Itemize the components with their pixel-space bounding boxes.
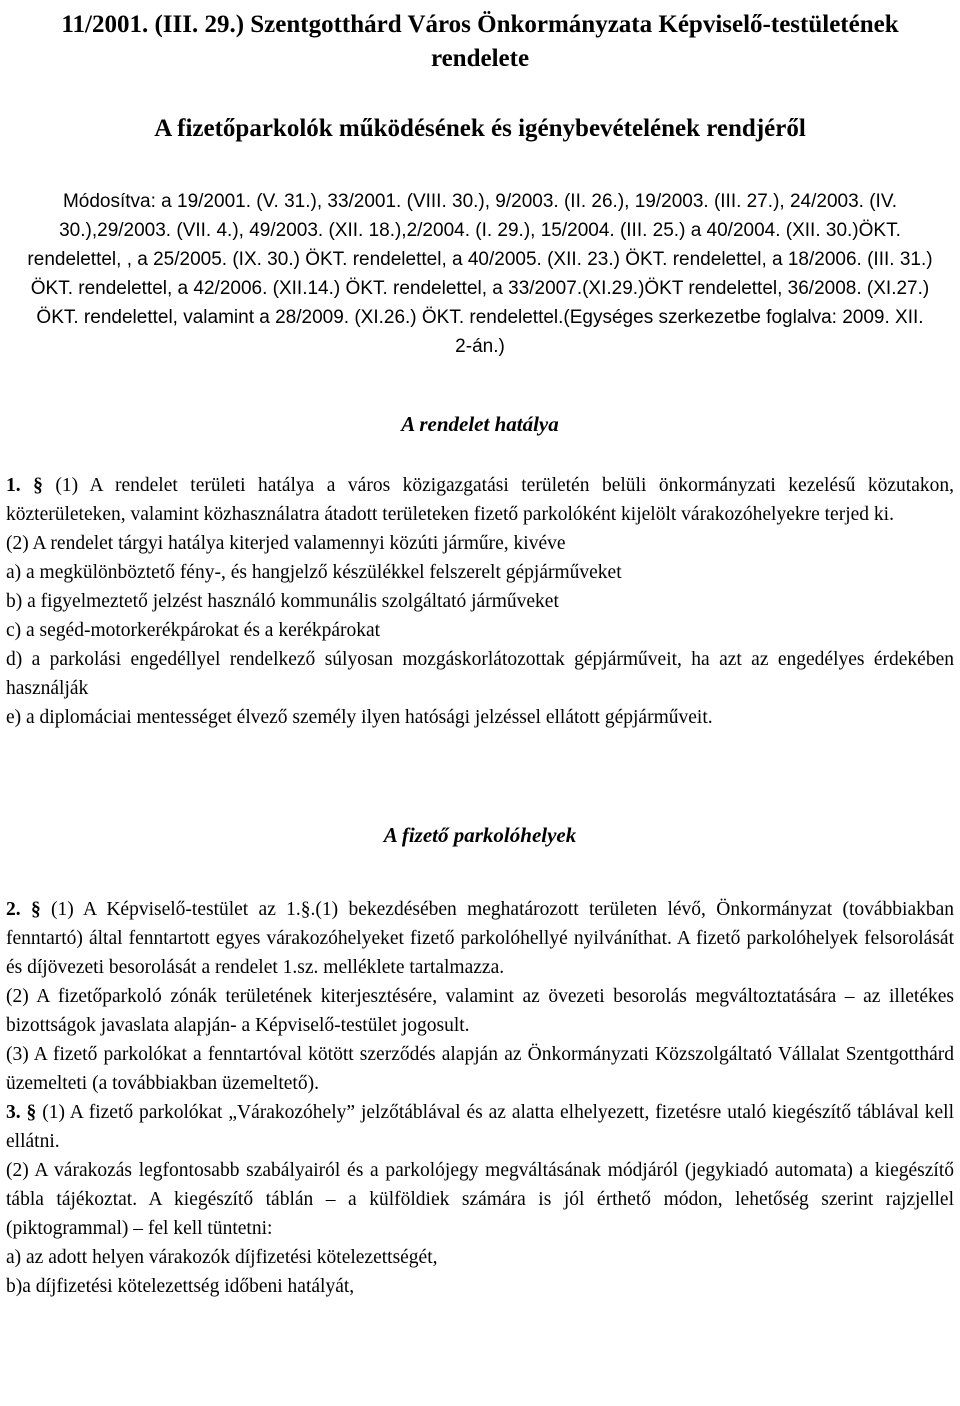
paragraph-2-3: (3) A fizető parkolókat a fenntartóval kötött szerződés alapján az Önkormányzati Közszolgáltató Vállalat Szentgotthárd üzemelteti (a továbbiakban üzemeltető). (6, 1044, 954, 1094)
section-number-2: 2. § (6, 899, 41, 920)
list-item-1e: e) a diplomáciai mentességet élvező személy ilyen hatósági jelzéssel ellátott gépjárműveit. (6, 707, 713, 728)
amendment-note: Módosítva: a 19/2001. (V. 31.), 33/2001. (VIII. 30.), 9/2003. (II. 26.), 19/2003. (III. 27.), 24/2003. (IV. 30.),29/2003. (VII. 4.), 49/2003. (XII. 18.),2/2004. (I. 29.), 15/2004. (III. 25.) a 40/2004. (XII. 30.)ÖKT. rendelettel, , a 25/2005. (IX. 30.) ÖKT. rendelettel, a 40/2005. (XII. 23.) ÖKT. rendelettel, a 18/2006. (III. 31.) ÖKT. rendelettel, a 42/2006. (XII.14.) ÖKT. rendelettel, a 33/2007.(XI.29.)ÖKT rendelettel, 36/2008. (XI.27.) ÖKT. rendelettel, valamint a 28/2009. (XI.26.) ÖKT. rendelettel.(Egységes szerkezetbe foglalva: 2009. XII. 2-án.) (27, 191, 933, 357)
paragraph-3-1 (6, 1098, 954, 1156)
document-subtitle: A fizetőparkolók működésének és igénybevételének rendjéről (154, 115, 806, 142)
paragraph-2-2: (2) A fizetőparkoló zónák területének kiterjesztésére, valamint az övezeti besorolás megváltoztatására – az illetékes bizottságok javaslata alapján- a Képviselő-testület jogosult. (6, 986, 954, 1036)
list-item-1c: c) a segéd-motorkerékpárokat és a kerékpárokat (6, 620, 381, 641)
paragraph-2-1-text: (1) A Képviselő-testület az 1.§.(1) bekezdésében meghatározott területen lévő, Önkormányzat (továbbiakban fenntartó) által fenntartott egyes várakozóhelyeket fizető parkolóhellyé nyilváníthat. A fizető parkolóhelyek felsorolását és díjövezeti besorolását a rendelet 1.sz. melléklete tartalmazza. (6, 899, 954, 978)
paragraph-1-1-text: (1) A rendelet területi hatálya a város közigazgatási területén belüli önkormányzati kezelésű közutakon, közterületeken, valamint közhasználatra átadott területeken fizető parkolóként kijelölt várakozóhelyekre terjed ki. (6, 475, 955, 525)
document-page (0, 8, 960, 1406)
list-item-1b: b) a figyelmeztető jelzést használó kommunális szolgáltató járműveket (6, 591, 559, 612)
list-item-3a: a) az adott helyen várakozók díjfizetési kötelezettségét, (6, 1247, 438, 1268)
list-item-1d: d) a parkolási engedéllyel rendelkező súlyosan mozgáskorlátozottak gépjárműveit, ha azt az engedélyes érdekében használják (6, 649, 954, 699)
paragraph-1-2: (2) A rendelet tárgyi hatálya kiterjed valamennyi közúti járműre, kivéve (6, 533, 566, 554)
paragraph-3-2: (2) A várakozás legfontosabb szabályairól és a parkolójegy megváltásának módjáról (jegykiadó automata) a kiegészítő tábla tájékoztat. A kiegészítő táblán – a külföldiek számára is jól érthető módon, lehetőség szerint rajzjellel (piktogrammal) – fel kell tüntetni: (6, 1160, 954, 1239)
paragraph-2-1 (6, 895, 954, 982)
section-heading-parking: A fizető parkolóhelyek (383, 823, 577, 847)
section-heading-scope: A rendelet hatálya (401, 412, 559, 436)
section-number-3: 3. § (6, 1102, 37, 1123)
section-number-1: 1. § (6, 475, 43, 496)
document-title: 11/2001. (III. 29.) Szentgotthárd Város Önkormányzata Képviselő-testületének rendelete (61, 11, 899, 72)
paragraph-1-1 (6, 471, 954, 529)
paragraph-3-1-text: (1) A fizető parkolókat „Várakozóhely” jelzőtáblával és az alatta elhelyezett, fizetésre utaló kiegészítő táblával kell ellátni. (6, 1102, 954, 1152)
list-item-1a: a) a megkülönböztető fény-, és hangjelző készülékkel felszerelt gépjárműveket (6, 562, 622, 583)
list-item-3b: b)a díjfizetési kötelezettség időbeni hatályát, (6, 1276, 355, 1297)
